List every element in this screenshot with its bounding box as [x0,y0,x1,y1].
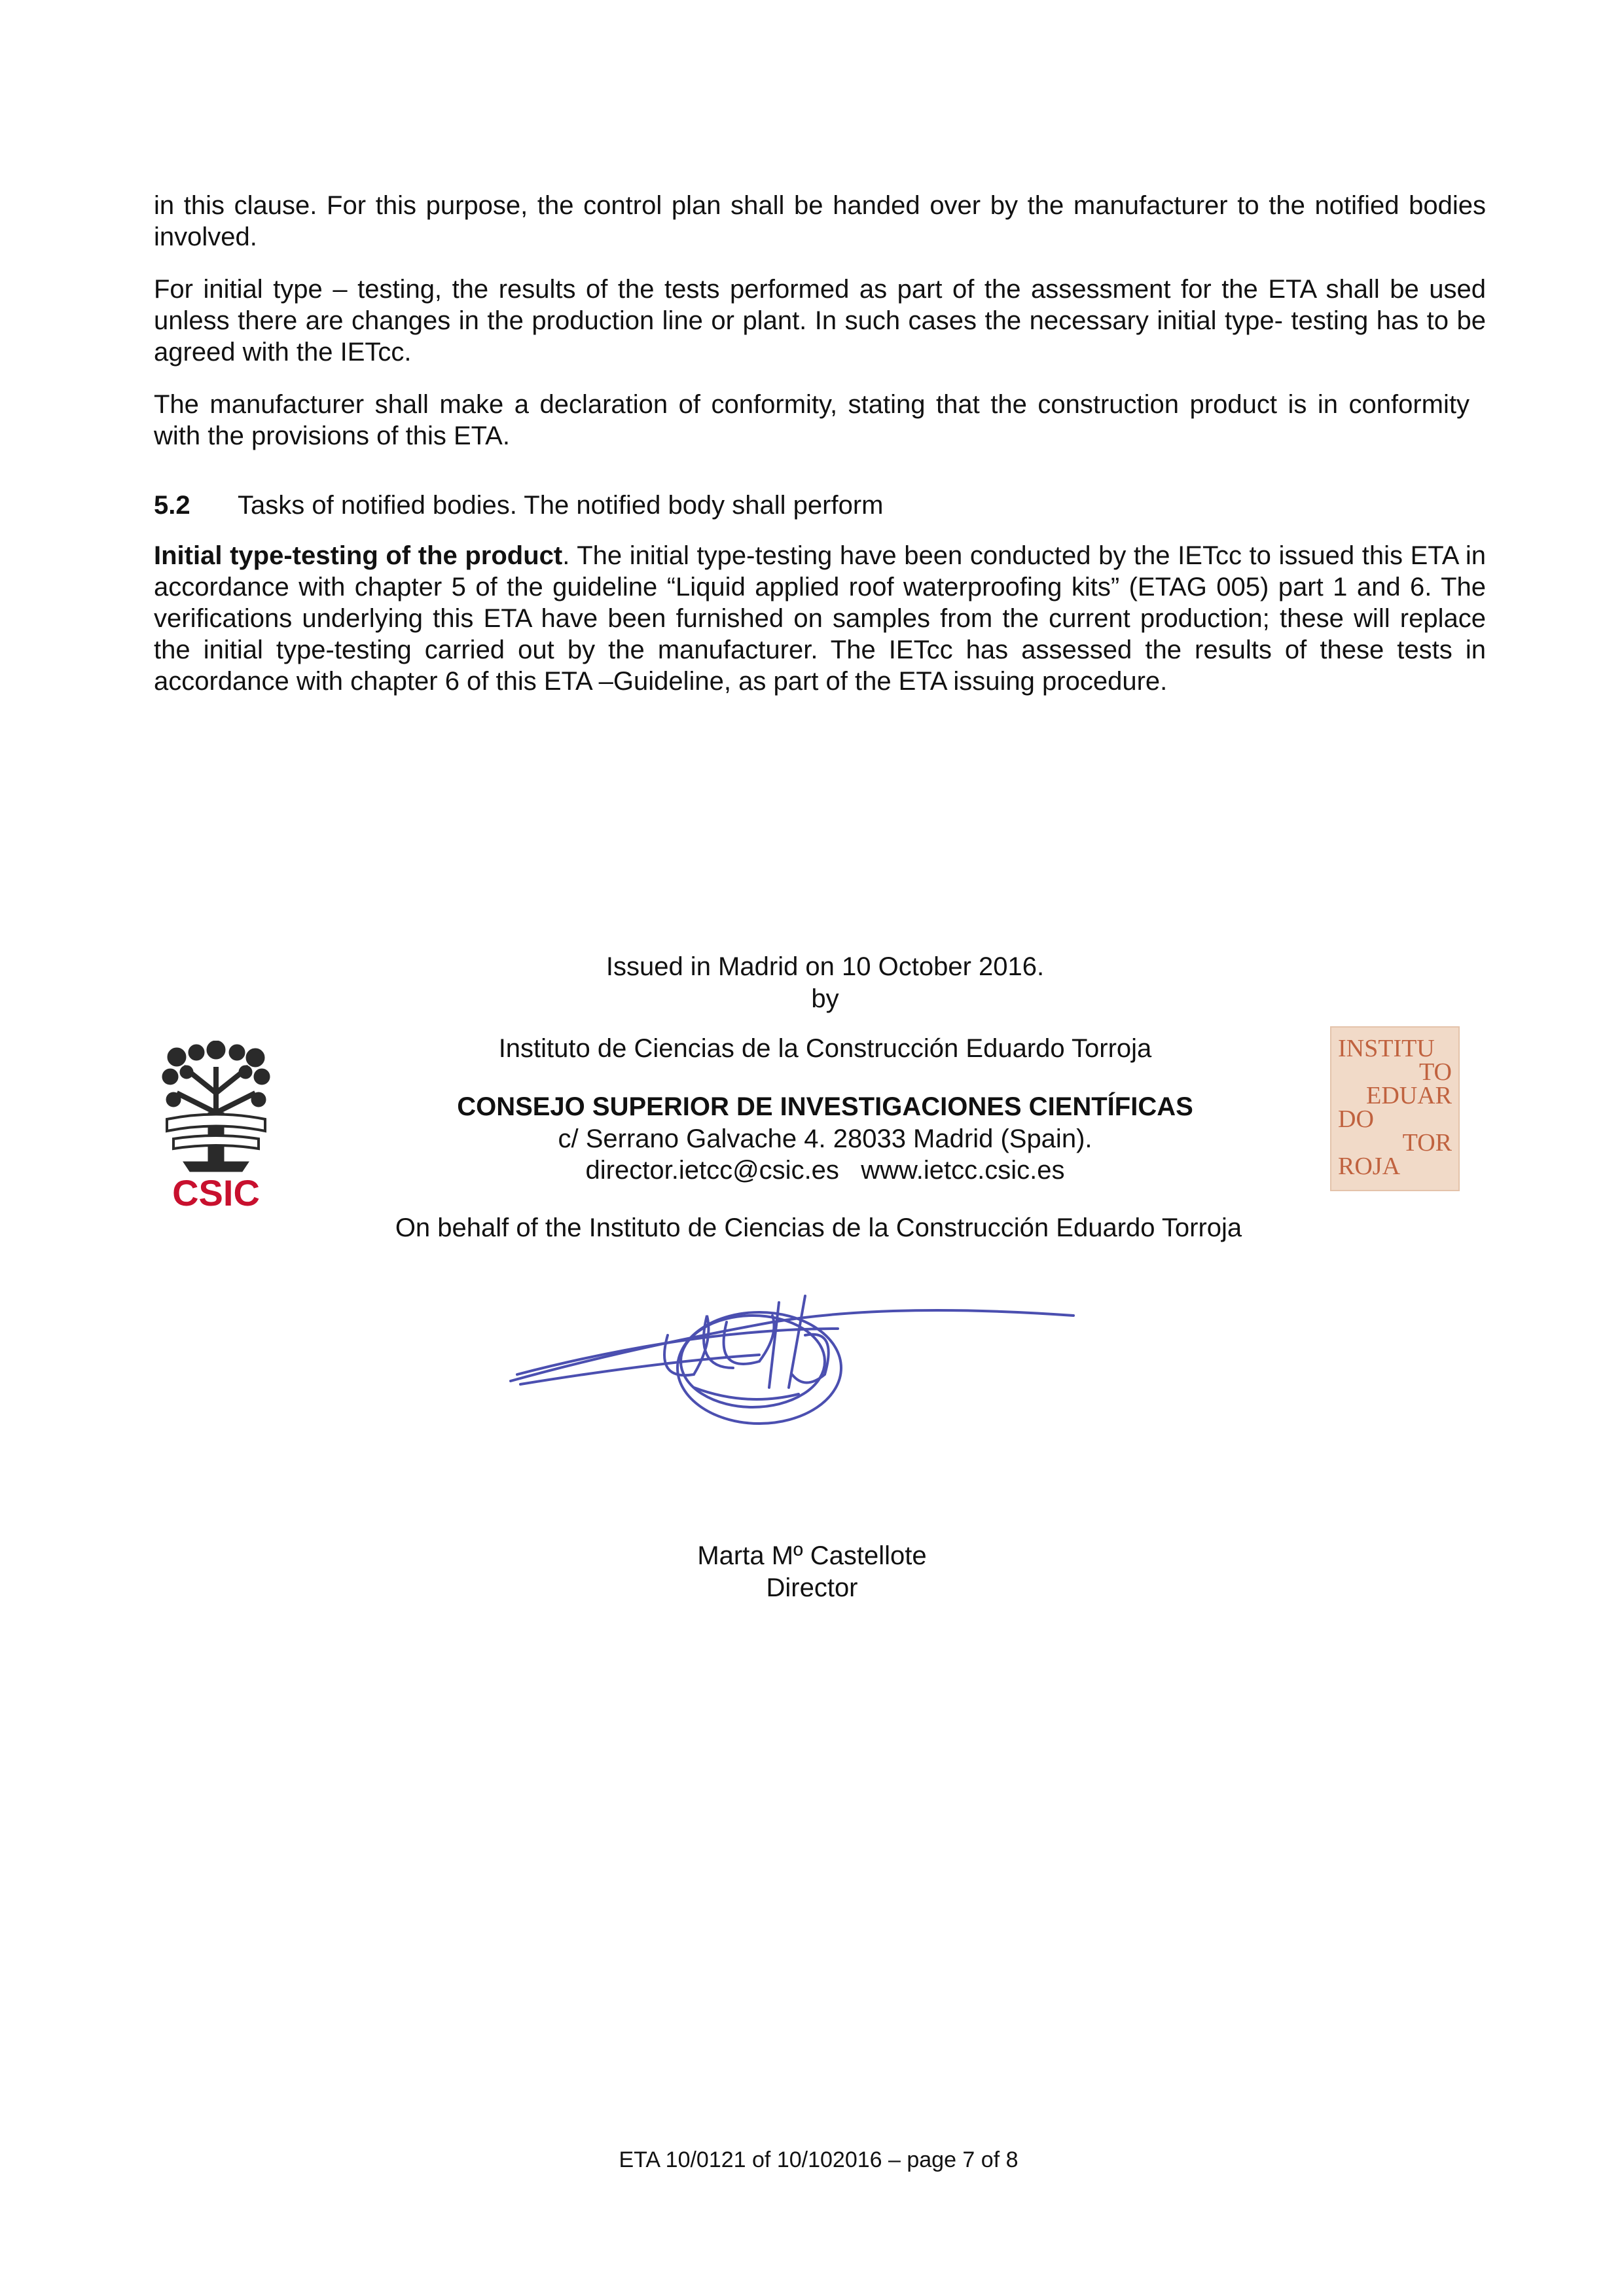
ietcc-logo-line-5: TOR [1402,1129,1452,1157]
issued-line: Issued in Madrid on 10 October 2016. [605,952,1045,981]
on-behalf-line: On behalf of the Instituto de Ciencias de la Construcción Eduardo Torroja [395,1213,1242,1242]
by-line: by [811,984,839,1013]
paragraph-4-text: . The initial type-testing have been conducted by the IETcc to issued this ETA in accordance with chapter 5 of the guideline “Liquid applied roof waterproofing kits” (ETAG 005) part 1 and 6. The verifications underlying this ETA have been furnished on samples from the current production; these will replace the initial type-testing carried out by the manufacturer. The IETcc has assessed the results of these tests in accordance with chapter 6 of this ETA –Guideline, as part of the ETA issuing procedure. [154,541,1486,696]
paragraph-lead-bold: Initial type-testing of the product [154,541,563,570]
website-text: www.ietcc.csic.es [861,1156,1065,1185]
signature-stroke-icon [497,1276,1087,1440]
handwritten-signature [497,1276,1087,1440]
signer-name: Marta Mº Castellote [697,1541,927,1570]
section-title: Tasks of notified bodies. The notified body shall perform [238,491,884,520]
csic-logo [157,1041,275,1211]
body-paragraph-3: The manufacturer shall make a declaration of conformity, stating that the construction product is in conformity with the provisions of this ETA. [154,390,1470,450]
ietcc-logo-line-6: ROJA [1338,1153,1401,1180]
csic-tree-icon [157,1041,275,1211]
ietcc-logo [1330,1026,1460,1191]
ietcc-logo-line-1: INSTITU [1338,1035,1435,1062]
email-text: director.ietcc@csic.es [585,1156,839,1185]
section-number: 5.2 [154,491,190,520]
address-line: c/ Serrano Galvache 4. 28033 Madrid (Spain). [558,1124,1092,1153]
page-footer: ETA 10/0121 of 10/102016 – page 7 of 8 [619,2147,1019,2172]
body-paragraph-2: For initial type – testing, the results of the tests performed as part of the assessment for the ETA shall be used unless there are changes in the production line or plant. In such cases the necessary initial type- testing has to be agreed with the IETcc. [154,275,1486,367]
body-paragraph-1: in this clause. For this purpose, the control plan shall be handed over by the manufacturer to the notified bodies involved. [154,191,1486,251]
body-paragraph-4 [154,540,1486,697]
ietcc-logo-line-3: EDUAR [1366,1082,1452,1109]
ietcc-logo-line-4: DO [1338,1105,1374,1133]
signer-role: Director [766,1573,858,1602]
csic-wordmark: CSIC [172,1172,260,1211]
section-heading [154,490,883,521]
council-name: CONSEJO SUPERIOR DE INVESTIGACIONES CIENTÍFICAS [457,1092,1193,1121]
ietcc-logo-line-2: TO [1419,1058,1452,1086]
institute-name: Instituto de Ciencias de la Construcción Eduardo Torroja [498,1034,1152,1063]
